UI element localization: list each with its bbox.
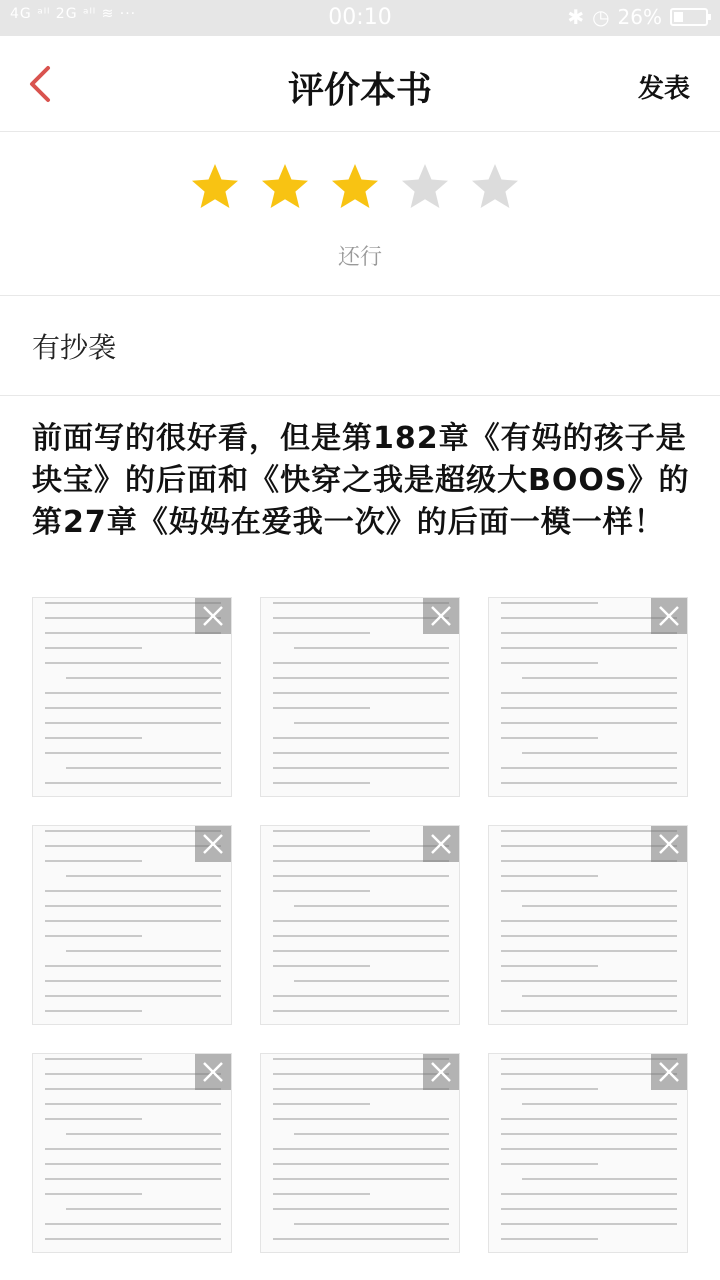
image-thumbnail[interactable] [260,1053,460,1253]
image-thumbnail[interactable] [488,1053,688,1253]
star-filled-icon[interactable] [330,162,380,212]
star-empty-icon[interactable] [470,162,520,212]
close-icon [202,833,224,855]
close-icon [430,833,452,855]
remove-image-button[interactable] [651,1054,687,1090]
status-right [567,5,708,29]
remove-image-button[interactable] [195,1054,231,1090]
review-title-text: 有抄袭 [32,331,117,364]
publish-button[interactable]: 发表 [637,74,690,104]
star-filled-icon[interactable] [260,162,310,212]
rating-section [0,132,720,296]
close-icon [430,605,452,627]
close-icon [658,833,680,855]
alarm-icon: ◷ [592,5,610,29]
close-icon [202,1061,224,1083]
image-thumbnail[interactable] [260,825,460,1025]
image-thumbnail[interactable] [260,597,460,797]
close-icon [658,1061,680,1083]
review-body-field[interactable]: 前面写的很好看，但是第182章《有妈的孩子是块宝》的后面和《快穿之我是超级大BOOS》的第27章《妈妈在爱我一次》的后面一模一样！ [32,421,690,540]
star-empty-icon[interactable] [400,162,450,212]
image-thumbnail[interactable] [488,597,688,797]
image-thumbnail[interactable] [32,597,232,797]
star-filled-icon[interactable] [190,162,240,212]
image-thumbnail[interactable] [32,825,232,1025]
remove-image-button[interactable] [423,1054,459,1090]
star-rating[interactable] [190,162,520,212]
image-thumbnail[interactable] [32,1053,232,1253]
remove-image-button[interactable] [423,598,459,634]
remove-image-button[interactable] [651,598,687,634]
remove-image-button[interactable] [423,826,459,862]
top-bar [0,36,720,132]
close-icon [202,605,224,627]
image-thumbnail[interactable] [488,825,688,1025]
remove-image-button[interactable] [195,598,231,634]
battery-icon [670,8,708,26]
page-title: 评价本书 [287,70,432,111]
close-icon [430,1061,452,1083]
status-time: 00:10 [328,5,392,30]
remove-image-button[interactable] [195,826,231,862]
remove-image-button[interactable] [651,826,687,862]
close-icon [658,605,680,627]
signal-indicators: 4G ᵃˡˡ 2G ᵃˡˡ ≋ ··· [10,6,137,22]
review-title-field[interactable] [0,296,720,396]
bluetooth-icon: ✱ [567,5,585,29]
status-bar [0,0,720,36]
battery-percent: 26% [617,5,662,29]
rating-label: 还行 [337,245,382,270]
